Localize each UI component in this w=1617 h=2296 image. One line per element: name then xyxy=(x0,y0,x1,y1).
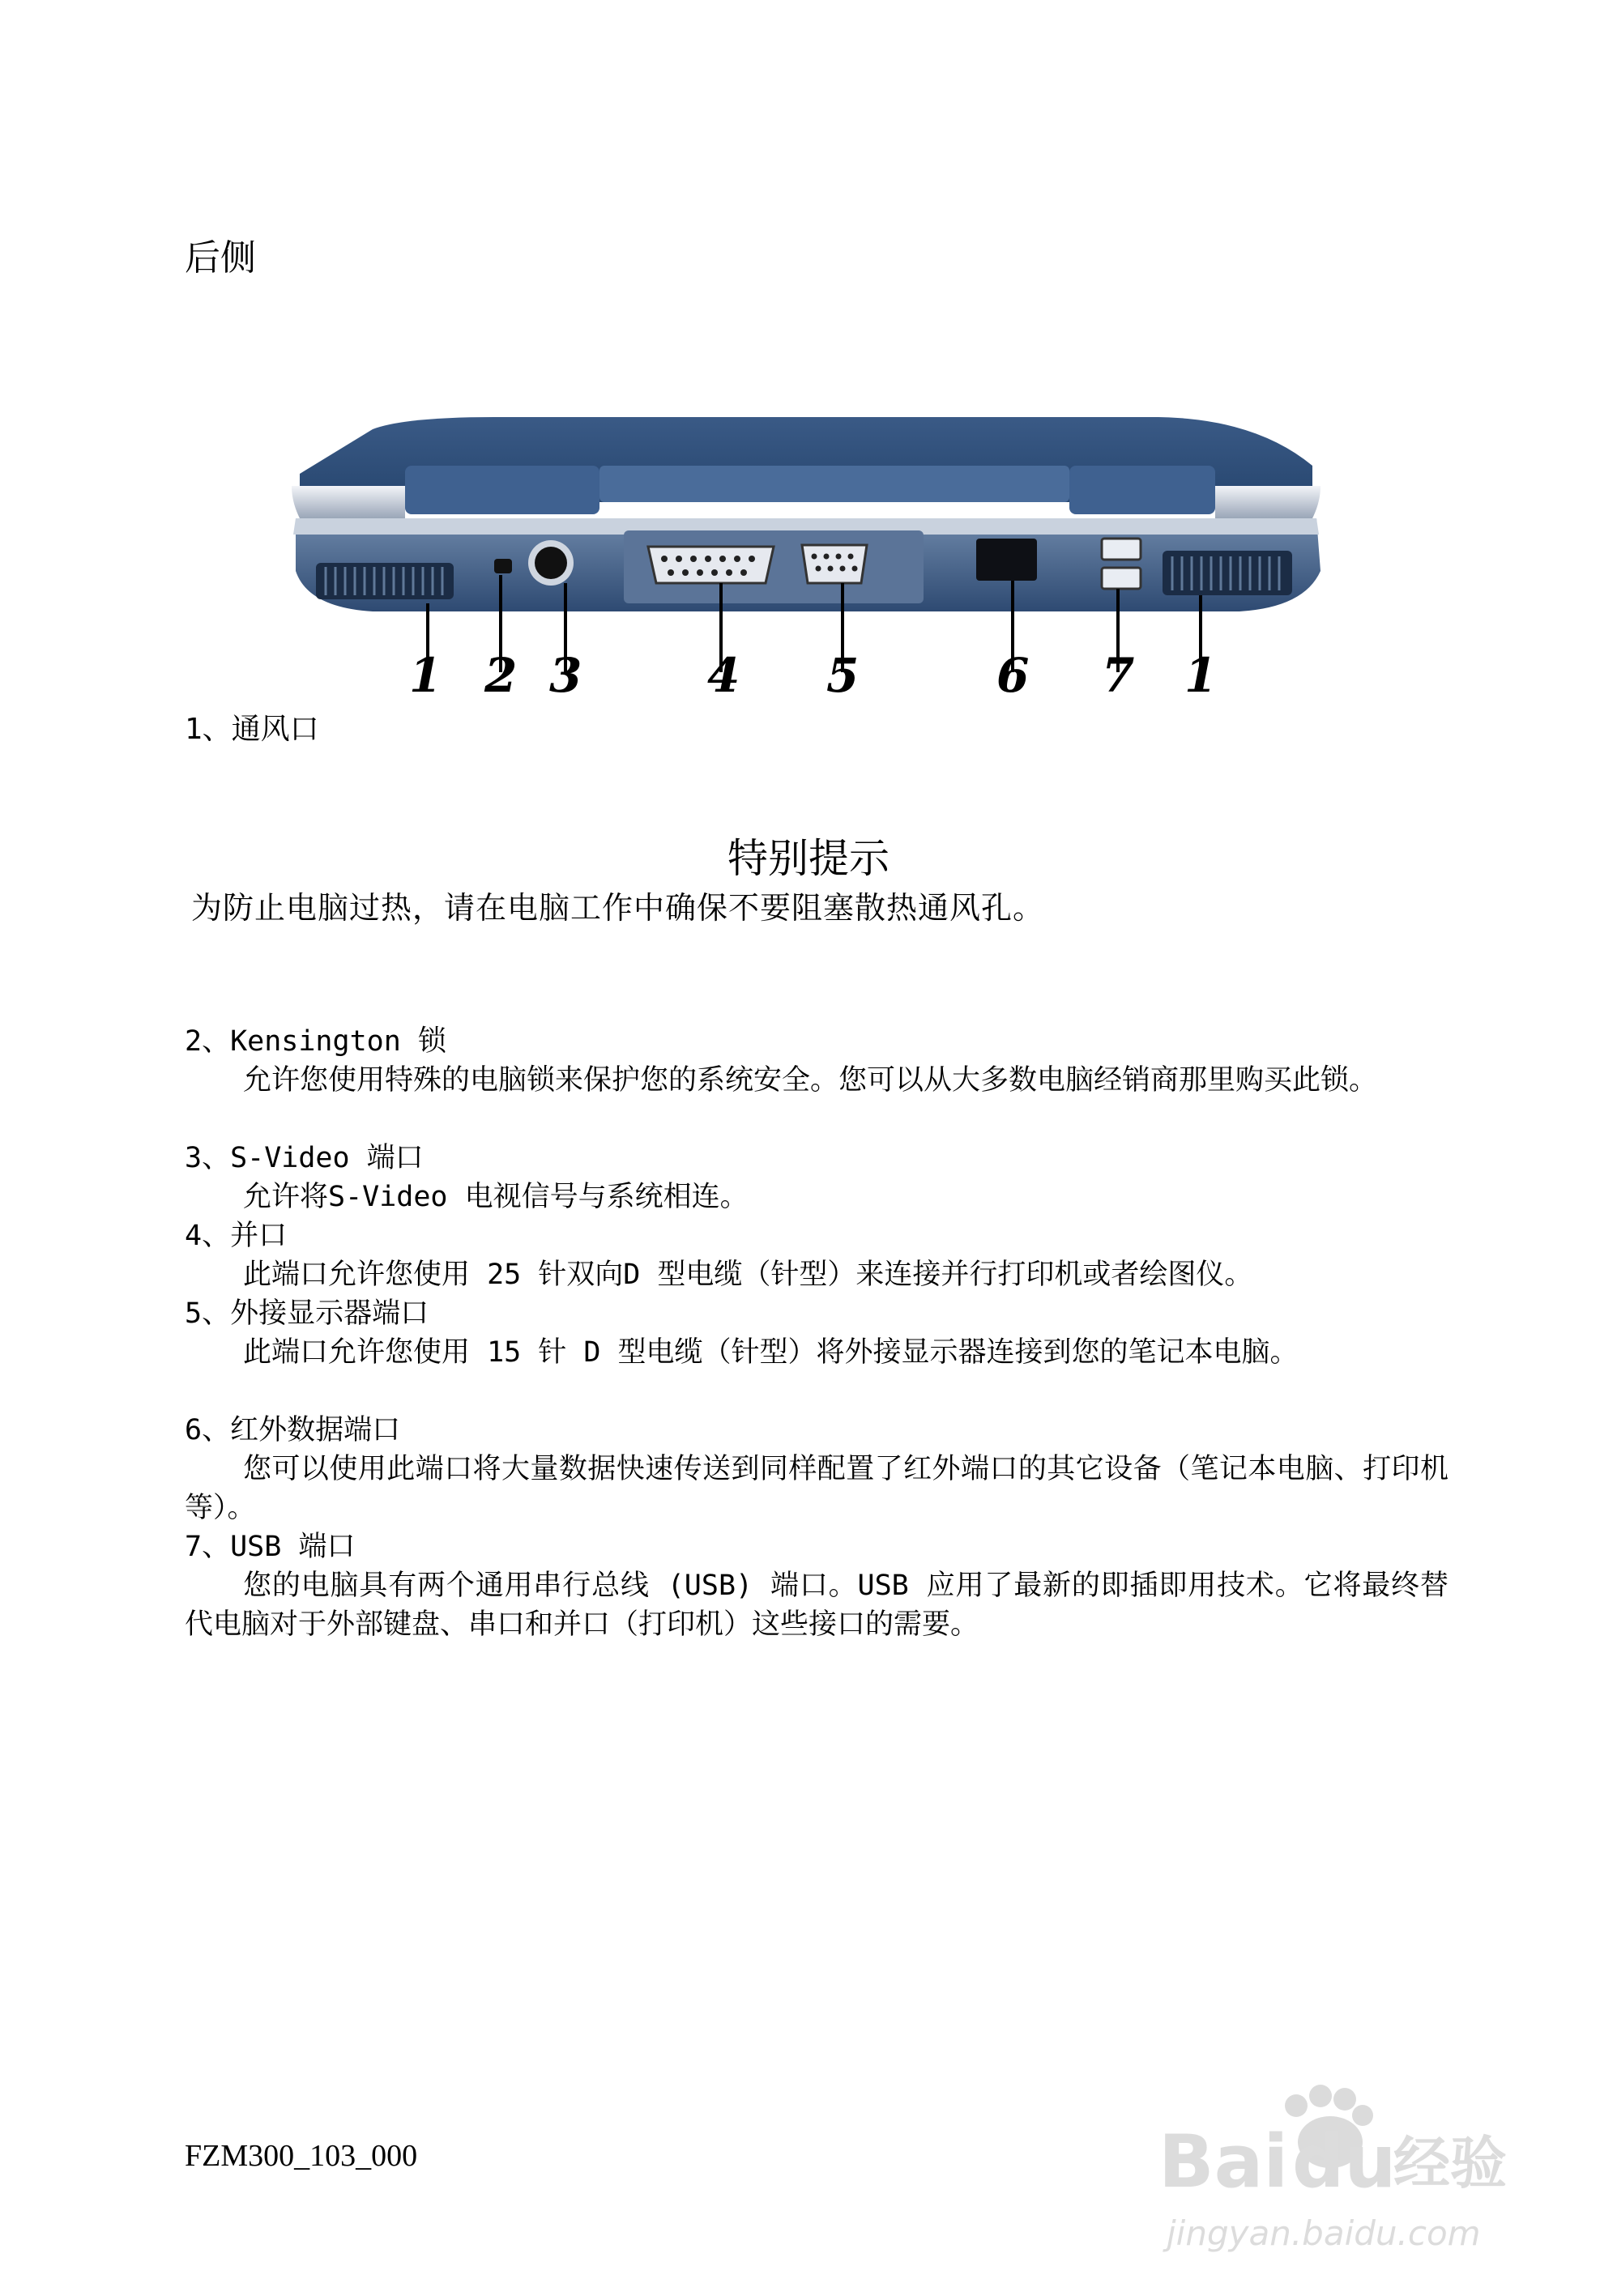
section-desc: 允许将S-Video 电视信号与系统相连。 xyxy=(243,1181,749,1213)
port-number-label: 2 xyxy=(484,648,518,703)
section-external-monitor xyxy=(185,1294,1448,1372)
item-vent-title: 1、通风口 xyxy=(185,713,319,746)
tip-text: 为防止电脑过热，请在电脑工作中确保不要阻塞散热通风孔。 xyxy=(191,890,1045,926)
port-number-label: 3 xyxy=(549,648,582,703)
section-usb-port xyxy=(185,1527,1448,1644)
footer-document-code: FZM300_103_000 xyxy=(185,2139,418,2173)
section-desc: 您的电脑具有两个通用串行总线 (USB) 端口。USB 应用了最新的即插即用技术。它将最终替代电脑对于外部键盘、串口和并口（打印机）这些接口的需要。 xyxy=(185,1570,1448,1641)
section-parallel-port xyxy=(185,1216,1448,1294)
section-s-video xyxy=(185,1139,1448,1216)
svg-text:Bai: Bai xyxy=(1158,2119,1289,2204)
section-title: 6、红外数据端口 xyxy=(185,1414,401,1446)
section-desc: 您可以使用此端口将大量数据快速传送到同样配置了红外端口的其它设备（笔记本电脑、打印机等）。 xyxy=(185,1453,1448,1524)
port-number-label: 1 xyxy=(1184,648,1218,703)
section-desc: 此端口允许您使用 25 针双向D 型电缆（针型）来连接并行打印机或者绘图仪。 xyxy=(243,1259,1253,1291)
svg-text:jingyan.baidu.com: jingyan.baidu.com xyxy=(1167,2213,1481,2253)
port-number-label: 1 xyxy=(409,648,442,703)
section-infrared-port xyxy=(185,1411,1448,1527)
port-number-label: 6 xyxy=(996,648,1030,703)
port-number-label: 4 xyxy=(707,648,740,703)
baidu-jingyan-watermark xyxy=(1150,2065,1555,2268)
section-title: 5、外接显示器端口 xyxy=(185,1297,429,1330)
section-title: 2、Kensington 锁 xyxy=(185,1025,446,1058)
section-desc: 允许您使用特殊的电脑锁来保护您的系统安全。您可以从大多数电脑经销商那里购买此锁。 xyxy=(243,1064,1378,1097)
section-kensington-lock xyxy=(185,1022,1448,1100)
section-title: 7、USB 端口 xyxy=(185,1531,356,1563)
page-heading: 后侧 xyxy=(185,237,256,279)
svg-text:du: du xyxy=(1292,2119,1397,2204)
tip-title: 特别提示 xyxy=(727,835,890,882)
port-number-labels xyxy=(284,648,1329,713)
port-number-label: 5 xyxy=(826,648,860,703)
port-number-label: 7 xyxy=(1102,648,1135,703)
section-title: 4、并口 xyxy=(185,1220,288,1252)
section-desc: 此端口允许您使用 15 针 D 型电缆（针型）将外接显示器连接到您的笔记本电脑。 xyxy=(243,1336,1299,1369)
svg-text:经验: 经验 xyxy=(1393,2130,1507,2196)
section-title: 3、S-Video 端口 xyxy=(185,1142,424,1174)
